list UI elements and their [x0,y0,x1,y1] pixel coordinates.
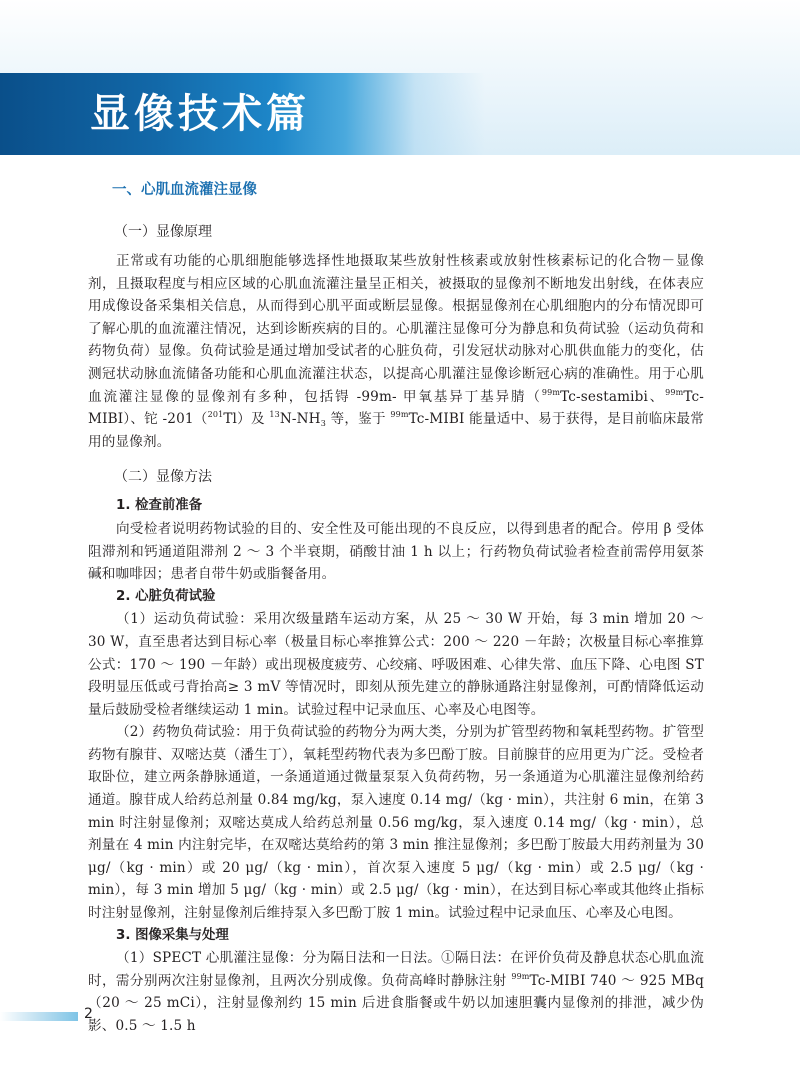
page-body [88,178,704,1038]
subsection-heading-method: （二）显像方法 [114,469,212,486]
paragraph-principle: 正常或有功能的心肌细胞能够选择性地摄取某些放射性核素或放射性核素标记的化合物－显像剂，且摄取程度与相应区域的心肌血流灌注量呈正相关，被摄取的显像剂不断地发出射线，在体表应用成像设备采集相关信息，从而得到心肌平面或断层显像。根据显像剂在心肌细胞内的分布情况即可了解心肌的血流灌注情况，达到诊断疾病的目的。心肌灌注显像可分为静息和负荷试验（运动负荷和药物负荷）显像。负荷试验是通过增加受试者的心脏负荷，引发冠状动脉对心肌供血能力的变化，估测冠状动脉血流储备功能和心肌血流灌注状态，以提高心肌灌注显像诊断冠心病的准确性。用于心肌血流灌注显像的显像剂有多种，包括锝 -99m- 甲氧基异丁基异腈（$^{99m}$Tc-sestamibi、$^{99m}$Tc-MIBI）、铊 -201（$^{201}$Tl）及 $^{13}N-NH_3$ 等，鉴于 $^{99m}$Tc-MIBI 能量适中、易于获得，是目前临床最常用的显像剂。 [88,253,704,450]
paragraph-preparation: 向受检者说明药物试验的目的、安全性及可能出现的不良反应，以得到患者的配合。停用 β 受体阻滞剂和钙通道阻滞剂 2 ～ 3 个半衰期，硝酸甘油 1 h 以上；行药物负荷试验者检查前需停用氨茶碱和咖啡因；患者自带牛奶或脂餐备用。 [88,520,704,583]
paragraph-drug-stress: （2）药物负荷试验：用于负荷试验的药物分为两大类，分别为扩管型药物和氧耗型药物。扩管型药物有腺苷、双嘧达莫（潘生丁），氧耗型药物代表为多巴酚丁胺。目前腺苷的应用更为广泛。受检者取卧位，建立两条静脉通道，一条通道通过微量泵泵入负荷药物，另一条通道为心肌灌注显像剂给药通道。腺苷成人给药总剂量 0.84 mg/kg，泵入速度 0.14 mg/（kg · min），共注射 6 min，在第 3 min 时注射显像剂；双嘧达莫成人给药总剂量 0.56 mg/kg，泵入速度 0.14 mg/（kg · min），总剂量在 4 min 内注射完毕，在双嘧达莫给药的第 3 min 推注显像剂；多巴酚丁胺最大用药剂量为 30 μg/（kg · min）或 20 μg/（kg · min），首次泵入速度 5 μg/（kg · min）或 2.5 μg/（kg · min），每 3 min 增加 5 μg/（kg · min）或 2.5 μg/（kg · min），在达到目标心率或其他终止指标时注射显像剂，注射显像剂后维持泵入多巴酚丁胺 1 min。试验过程中记录血压、心率及心电图。 [88,724,704,922]
heading-preparation: 1. 检查前准备 [116,498,203,514]
footer-accent-bar [0,1012,78,1021]
section-heading: 一、心肌血流灌注显像 [112,182,257,198]
paragraph-exercise-stress: （1）运动负荷试验：采用次级量踏车运动方案，从 25 ～ 30 W 开始，每 3 min 增加 20 ～ 30 W，直至患者达到目标心率（极量目标心率推算公式：200 ～ 220 －年龄；次极量目标心率推算公式：170 ～ 190 －年龄）或出现极度疲劳、心绞痛、呼吸困难、心律失常、血压下降、心电图 ST 段明显压低或弓背抬高≥ 3 mV 等情况时，即刻从预先建立的静脉通路注射显像剂，可酌情降低运动量后鼓励受检者继续运动 1 min。试验过程中记录血压、心率及心电图等。 [88,611,704,718]
heading-acquisition: 3. 图像采集与处理 [116,927,229,943]
heading-stress-test: 2. 心脏负荷试验 [116,588,216,604]
chapter-title: 显像技术篇 [90,91,310,137]
page-number: 2 [84,1006,93,1022]
subsection-heading-principle: （一）显像原理 [114,224,212,240]
chapter-title-bar-fade [345,73,485,155]
paragraph-spect: （1）SPECT 心肌灌注显像：分为隔日法和一日法。①隔日法：在评价负荷及静息状态心肌血流时，需分别两次注射显像剂，且两次分别成像。负荷高峰时静脉注射 $^{99m}$Tc-MIBI 740 ～ 925 MBq（20 ～ 25 mCi），注射显像剂约 15 min 后进食脂餐或牛奶以加速胆囊内显像剂的排泄，减少伪影、0.5 ～ 1.5 h [88,950,704,1034]
